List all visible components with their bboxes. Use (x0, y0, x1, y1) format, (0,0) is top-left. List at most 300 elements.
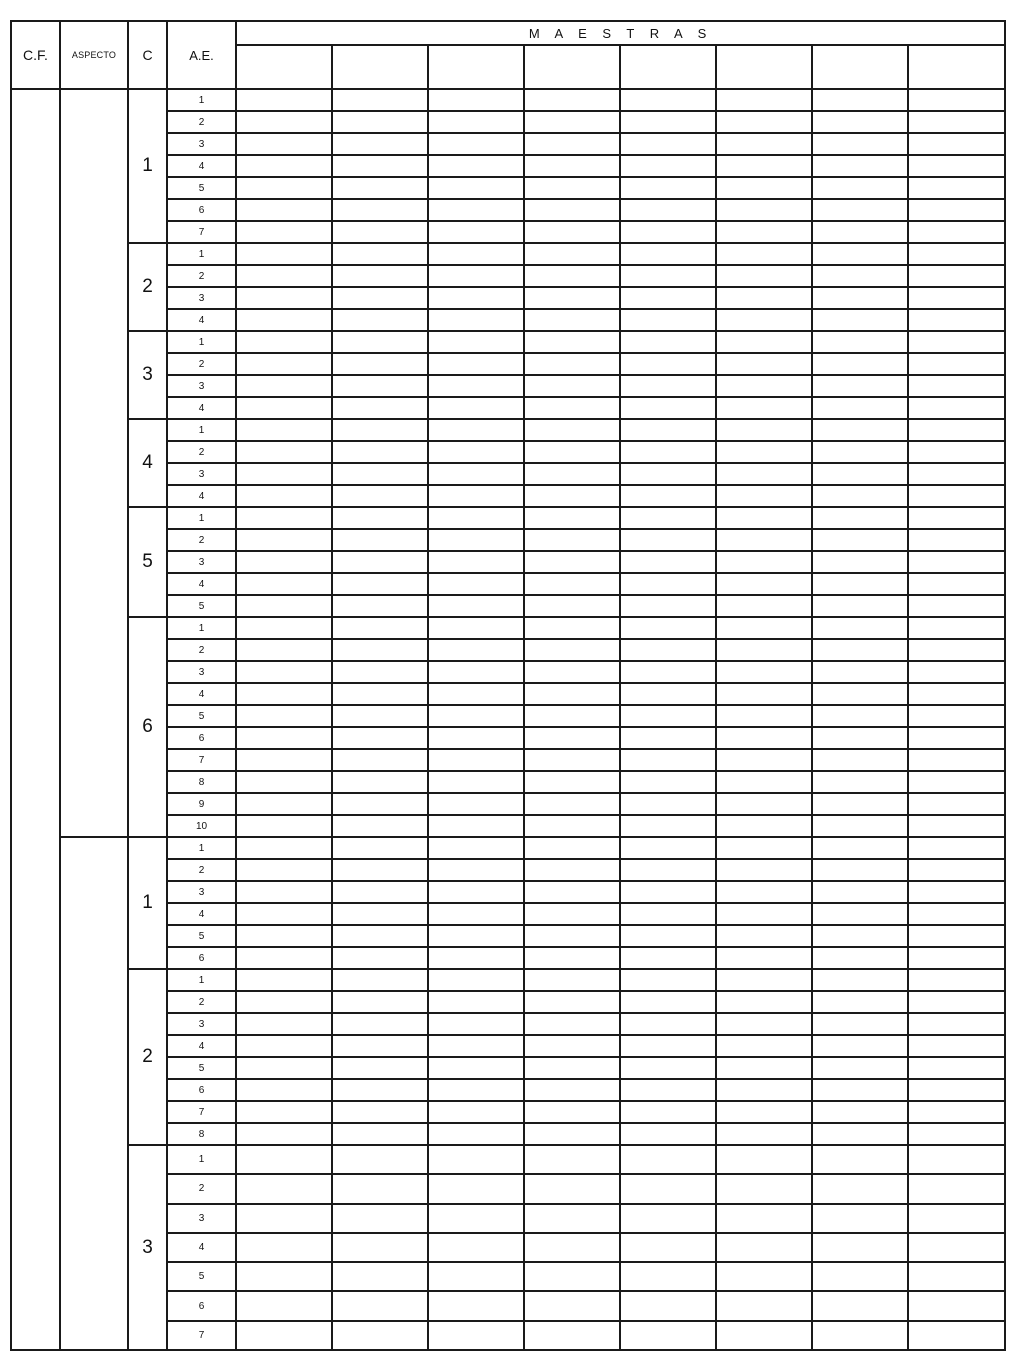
evaluation-cell[interactable] (236, 1145, 332, 1174)
evaluation-cell[interactable] (236, 221, 332, 243)
evaluation-cell[interactable] (236, 1079, 332, 1101)
evaluation-cell[interactable] (908, 89, 1005, 111)
evaluation-cell[interactable] (236, 1101, 332, 1123)
evaluation-cell[interactable] (428, 969, 524, 991)
evaluation-cell[interactable] (812, 89, 908, 111)
evaluation-cell[interactable] (812, 639, 908, 661)
evaluation-cell[interactable] (716, 903, 812, 925)
evaluation-cell[interactable] (428, 837, 524, 859)
evaluation-cell[interactable] (908, 991, 1005, 1013)
evaluation-cell[interactable] (620, 1321, 716, 1350)
evaluation-cell[interactable] (524, 309, 620, 331)
evaluation-cell[interactable] (908, 507, 1005, 529)
evaluation-cell[interactable] (812, 529, 908, 551)
evaluation-cell[interactable] (428, 551, 524, 573)
evaluation-cell[interactable] (620, 419, 716, 441)
evaluation-cell[interactable] (716, 441, 812, 463)
evaluation-cell[interactable] (236, 969, 332, 991)
evaluation-cell[interactable] (812, 1174, 908, 1203)
evaluation-cell[interactable] (524, 177, 620, 199)
evaluation-cell[interactable] (620, 639, 716, 661)
evaluation-cell[interactable] (716, 265, 812, 287)
evaluation-cell[interactable] (908, 815, 1005, 837)
evaluation-cell[interactable] (812, 1145, 908, 1174)
evaluation-cell[interactable] (236, 1262, 332, 1291)
evaluation-cell[interactable] (908, 111, 1005, 133)
evaluation-cell[interactable] (812, 243, 908, 265)
evaluation-cell[interactable] (428, 661, 524, 683)
evaluation-cell[interactable] (428, 793, 524, 815)
evaluation-cell[interactable] (524, 903, 620, 925)
evaluation-cell[interactable] (428, 749, 524, 771)
evaluation-cell[interactable] (908, 1079, 1005, 1101)
evaluation-cell[interactable] (812, 617, 908, 639)
evaluation-cell[interactable] (428, 947, 524, 969)
evaluation-cell[interactable] (428, 1035, 524, 1057)
evaluation-cell[interactable] (716, 683, 812, 705)
evaluation-cell[interactable] (236, 265, 332, 287)
evaluation-cell[interactable] (428, 815, 524, 837)
evaluation-cell[interactable] (620, 815, 716, 837)
evaluation-cell[interactable] (716, 727, 812, 749)
evaluation-cell[interactable] (332, 111, 428, 133)
evaluation-cell[interactable] (332, 1262, 428, 1291)
evaluation-cell[interactable] (812, 287, 908, 309)
evaluation-cell[interactable] (620, 507, 716, 529)
evaluation-cell[interactable] (620, 221, 716, 243)
evaluation-cell[interactable] (332, 1101, 428, 1123)
evaluation-cell[interactable] (428, 1233, 524, 1262)
evaluation-cell[interactable] (236, 507, 332, 529)
evaluation-cell[interactable] (620, 1291, 716, 1320)
evaluation-cell[interactable] (716, 815, 812, 837)
evaluation-cell[interactable] (524, 683, 620, 705)
evaluation-cell[interactable] (236, 463, 332, 485)
evaluation-cell[interactable] (812, 749, 908, 771)
evaluation-cell[interactable] (716, 881, 812, 903)
evaluation-cell[interactable] (716, 1233, 812, 1262)
evaluation-cell[interactable] (812, 991, 908, 1013)
evaluation-cell[interactable] (332, 661, 428, 683)
evaluation-cell[interactable] (524, 441, 620, 463)
evaluation-cell[interactable] (812, 375, 908, 397)
evaluation-cell[interactable] (908, 749, 1005, 771)
evaluation-cell[interactable] (428, 89, 524, 111)
evaluation-cell[interactable] (524, 617, 620, 639)
evaluation-cell[interactable] (620, 551, 716, 573)
evaluation-cell[interactable] (332, 265, 428, 287)
evaluation-cell[interactable] (620, 1079, 716, 1101)
evaluation-cell[interactable] (524, 969, 620, 991)
evaluation-cell[interactable] (236, 947, 332, 969)
evaluation-cell[interactable] (524, 397, 620, 419)
evaluation-cell[interactable] (428, 903, 524, 925)
evaluation-cell[interactable] (908, 947, 1005, 969)
evaluation-cell[interactable] (908, 661, 1005, 683)
evaluation-cell[interactable] (620, 991, 716, 1013)
evaluation-cell[interactable] (812, 199, 908, 221)
evaluation-cell[interactable] (236, 375, 332, 397)
teacher-name-cell[interactable] (620, 45, 716, 89)
evaluation-cell[interactable] (620, 573, 716, 595)
evaluation-cell[interactable] (716, 199, 812, 221)
evaluation-cell[interactable] (524, 881, 620, 903)
evaluation-cell[interactable] (428, 155, 524, 177)
evaluation-cell[interactable] (428, 1291, 524, 1320)
evaluation-cell[interactable] (620, 287, 716, 309)
evaluation-cell[interactable] (716, 463, 812, 485)
evaluation-cell[interactable] (812, 595, 908, 617)
evaluation-cell[interactable] (620, 749, 716, 771)
evaluation-cell[interactable] (236, 1233, 332, 1262)
evaluation-cell[interactable] (236, 1057, 332, 1079)
evaluation-cell[interactable] (716, 1101, 812, 1123)
evaluation-cell[interactable] (812, 727, 908, 749)
evaluation-cell[interactable] (908, 309, 1005, 331)
evaluation-cell[interactable] (812, 419, 908, 441)
evaluation-cell[interactable] (620, 155, 716, 177)
evaluation-cell[interactable] (236, 485, 332, 507)
evaluation-cell[interactable] (236, 771, 332, 793)
evaluation-cell[interactable] (428, 727, 524, 749)
evaluation-cell[interactable] (908, 375, 1005, 397)
evaluation-cell[interactable] (812, 573, 908, 595)
evaluation-cell[interactable] (908, 925, 1005, 947)
evaluation-cell[interactable] (620, 1262, 716, 1291)
evaluation-cell[interactable] (428, 375, 524, 397)
evaluation-cell[interactable] (332, 595, 428, 617)
evaluation-cell[interactable] (620, 771, 716, 793)
evaluation-cell[interactable] (428, 353, 524, 375)
evaluation-cell[interactable] (332, 705, 428, 727)
evaluation-cell[interactable] (716, 573, 812, 595)
evaluation-cell[interactable] (908, 485, 1005, 507)
evaluation-cell[interactable] (908, 1321, 1005, 1350)
evaluation-cell[interactable] (332, 1291, 428, 1320)
evaluation-cell[interactable] (332, 639, 428, 661)
evaluation-cell[interactable] (524, 1204, 620, 1233)
evaluation-cell[interactable] (524, 859, 620, 881)
evaluation-cell[interactable] (812, 441, 908, 463)
evaluation-cell[interactable] (812, 661, 908, 683)
evaluation-cell[interactable] (908, 529, 1005, 551)
evaluation-cell[interactable] (428, 441, 524, 463)
evaluation-cell[interactable] (524, 727, 620, 749)
evaluation-cell[interactable] (524, 771, 620, 793)
evaluation-cell[interactable] (908, 551, 1005, 573)
evaluation-cell[interactable] (524, 639, 620, 661)
evaluation-cell[interactable] (620, 859, 716, 881)
evaluation-cell[interactable] (332, 969, 428, 991)
evaluation-cell[interactable] (812, 683, 908, 705)
evaluation-cell[interactable] (716, 243, 812, 265)
evaluation-cell[interactable] (236, 925, 332, 947)
teacher-name-cell[interactable] (716, 45, 812, 89)
evaluation-cell[interactable] (332, 551, 428, 573)
evaluation-cell[interactable] (236, 1204, 332, 1233)
evaluation-cell[interactable] (236, 1174, 332, 1203)
evaluation-cell[interactable] (908, 419, 1005, 441)
evaluation-cell[interactable] (716, 771, 812, 793)
evaluation-cell[interactable] (812, 309, 908, 331)
evaluation-cell[interactable] (524, 1233, 620, 1262)
evaluation-cell[interactable] (908, 155, 1005, 177)
evaluation-cell[interactable] (716, 837, 812, 859)
evaluation-cell[interactable] (812, 947, 908, 969)
evaluation-cell[interactable] (812, 1291, 908, 1320)
evaluation-cell[interactable] (236, 397, 332, 419)
evaluation-cell[interactable] (524, 1174, 620, 1203)
evaluation-cell[interactable] (236, 155, 332, 177)
evaluation-cell[interactable] (332, 463, 428, 485)
evaluation-cell[interactable] (716, 749, 812, 771)
evaluation-cell[interactable] (908, 397, 1005, 419)
evaluation-cell[interactable] (236, 419, 332, 441)
evaluation-cell[interactable] (812, 463, 908, 485)
evaluation-cell[interactable] (716, 1145, 812, 1174)
evaluation-cell[interactable] (332, 221, 428, 243)
evaluation-cell[interactable] (812, 1262, 908, 1291)
evaluation-cell[interactable] (524, 1035, 620, 1057)
evaluation-cell[interactable] (908, 1291, 1005, 1320)
evaluation-cell[interactable] (716, 1291, 812, 1320)
evaluation-cell[interactable] (620, 1145, 716, 1174)
evaluation-cell[interactable] (716, 1321, 812, 1350)
evaluation-cell[interactable] (812, 331, 908, 353)
evaluation-cell[interactable] (428, 991, 524, 1013)
evaluation-cell[interactable] (620, 595, 716, 617)
evaluation-cell[interactable] (428, 243, 524, 265)
evaluation-cell[interactable] (524, 815, 620, 837)
evaluation-cell[interactable] (716, 529, 812, 551)
evaluation-cell[interactable] (524, 1057, 620, 1079)
evaluation-cell[interactable] (332, 353, 428, 375)
evaluation-cell[interactable] (812, 485, 908, 507)
evaluation-cell[interactable] (524, 793, 620, 815)
evaluation-cell[interactable] (812, 265, 908, 287)
evaluation-cell[interactable] (908, 1123, 1005, 1145)
evaluation-cell[interactable] (332, 837, 428, 859)
evaluation-cell[interactable] (908, 573, 1005, 595)
evaluation-cell[interactable] (332, 1035, 428, 1057)
evaluation-cell[interactable] (908, 595, 1005, 617)
teacher-name-cell[interactable] (908, 45, 1005, 89)
evaluation-cell[interactable] (524, 485, 620, 507)
evaluation-cell[interactable] (812, 1321, 908, 1350)
evaluation-cell[interactable] (812, 815, 908, 837)
evaluation-cell[interactable] (908, 1057, 1005, 1079)
evaluation-cell[interactable] (332, 177, 428, 199)
evaluation-cell[interactable] (236, 837, 332, 859)
evaluation-cell[interactable] (332, 815, 428, 837)
evaluation-cell[interactable] (908, 793, 1005, 815)
evaluation-cell[interactable] (236, 199, 332, 221)
evaluation-cell[interactable] (620, 617, 716, 639)
evaluation-cell[interactable] (716, 331, 812, 353)
evaluation-cell[interactable] (236, 89, 332, 111)
evaluation-cell[interactable] (524, 133, 620, 155)
evaluation-cell[interactable] (236, 529, 332, 551)
evaluation-cell[interactable] (716, 221, 812, 243)
evaluation-cell[interactable] (524, 111, 620, 133)
evaluation-cell[interactable] (716, 705, 812, 727)
evaluation-cell[interactable] (812, 551, 908, 573)
evaluation-cell[interactable] (428, 617, 524, 639)
evaluation-cell[interactable] (332, 133, 428, 155)
evaluation-cell[interactable] (812, 1233, 908, 1262)
evaluation-cell[interactable] (236, 881, 332, 903)
evaluation-cell[interactable] (332, 155, 428, 177)
evaluation-cell[interactable] (716, 1035, 812, 1057)
evaluation-cell[interactable] (716, 617, 812, 639)
evaluation-cell[interactable] (620, 1174, 716, 1203)
evaluation-cell[interactable] (620, 111, 716, 133)
evaluation-cell[interactable] (620, 243, 716, 265)
evaluation-cell[interactable] (428, 1321, 524, 1350)
evaluation-cell[interactable] (620, 1035, 716, 1057)
evaluation-cell[interactable] (236, 705, 332, 727)
evaluation-cell[interactable] (332, 375, 428, 397)
evaluation-cell[interactable] (428, 1262, 524, 1291)
evaluation-cell[interactable] (812, 177, 908, 199)
evaluation-cell[interactable] (332, 903, 428, 925)
evaluation-cell[interactable] (908, 243, 1005, 265)
evaluation-cell[interactable] (524, 221, 620, 243)
evaluation-cell[interactable] (236, 793, 332, 815)
evaluation-cell[interactable] (428, 177, 524, 199)
evaluation-cell[interactable] (332, 507, 428, 529)
teacher-name-cell[interactable] (236, 45, 332, 89)
evaluation-cell[interactable] (524, 1321, 620, 1350)
teacher-name-cell[interactable] (428, 45, 524, 89)
evaluation-cell[interactable] (812, 397, 908, 419)
evaluation-cell[interactable] (908, 859, 1005, 881)
evaluation-cell[interactable] (908, 221, 1005, 243)
evaluation-cell[interactable] (236, 177, 332, 199)
evaluation-cell[interactable] (620, 837, 716, 859)
evaluation-cell[interactable] (524, 1013, 620, 1035)
evaluation-cell[interactable] (716, 661, 812, 683)
evaluation-cell[interactable] (812, 221, 908, 243)
evaluation-cell[interactable] (908, 265, 1005, 287)
evaluation-cell[interactable] (428, 1145, 524, 1174)
evaluation-cell[interactable] (812, 1123, 908, 1145)
evaluation-cell[interactable] (716, 1174, 812, 1203)
evaluation-cell[interactable] (524, 573, 620, 595)
evaluation-cell[interactable] (620, 463, 716, 485)
evaluation-cell[interactable] (236, 661, 332, 683)
evaluation-cell[interactable] (716, 1013, 812, 1035)
evaluation-cell[interactable] (524, 463, 620, 485)
evaluation-cell[interactable] (332, 749, 428, 771)
evaluation-cell[interactable] (332, 1013, 428, 1035)
evaluation-cell[interactable] (812, 1204, 908, 1233)
evaluation-cell[interactable] (524, 551, 620, 573)
evaluation-cell[interactable] (716, 507, 812, 529)
evaluation-cell[interactable] (236, 859, 332, 881)
evaluation-cell[interactable] (524, 353, 620, 375)
evaluation-cell[interactable] (428, 463, 524, 485)
evaluation-cell[interactable] (716, 595, 812, 617)
evaluation-cell[interactable] (620, 177, 716, 199)
evaluation-cell[interactable] (332, 793, 428, 815)
evaluation-cell[interactable] (332, 573, 428, 595)
evaluation-cell[interactable] (620, 309, 716, 331)
evaluation-cell[interactable] (620, 793, 716, 815)
evaluation-cell[interactable] (908, 287, 1005, 309)
evaluation-cell[interactable] (716, 309, 812, 331)
evaluation-cell[interactable] (236, 1321, 332, 1350)
evaluation-cell[interactable] (236, 243, 332, 265)
evaluation-cell[interactable] (428, 771, 524, 793)
evaluation-cell[interactable] (908, 1174, 1005, 1203)
evaluation-cell[interactable] (716, 969, 812, 991)
evaluation-cell[interactable] (620, 199, 716, 221)
evaluation-cell[interactable] (716, 925, 812, 947)
evaluation-cell[interactable] (332, 89, 428, 111)
evaluation-cell[interactable] (236, 639, 332, 661)
evaluation-cell[interactable] (620, 727, 716, 749)
evaluation-cell[interactable] (332, 1123, 428, 1145)
evaluation-cell[interactable] (428, 287, 524, 309)
evaluation-cell[interactable] (428, 111, 524, 133)
evaluation-cell[interactable] (332, 287, 428, 309)
evaluation-cell[interactable] (332, 1145, 428, 1174)
evaluation-cell[interactable] (620, 441, 716, 463)
evaluation-cell[interactable] (716, 485, 812, 507)
evaluation-cell[interactable] (812, 507, 908, 529)
evaluation-cell[interactable] (812, 1101, 908, 1123)
evaluation-cell[interactable] (716, 133, 812, 155)
evaluation-cell[interactable] (332, 441, 428, 463)
evaluation-cell[interactable] (428, 265, 524, 287)
evaluation-cell[interactable] (428, 1204, 524, 1233)
evaluation-cell[interactable] (620, 353, 716, 375)
evaluation-cell[interactable] (524, 331, 620, 353)
evaluation-cell[interactable] (716, 551, 812, 573)
evaluation-cell[interactable] (428, 133, 524, 155)
evaluation-cell[interactable] (812, 1013, 908, 1035)
evaluation-cell[interactable] (236, 551, 332, 573)
evaluation-cell[interactable] (716, 1079, 812, 1101)
evaluation-cell[interactable] (332, 243, 428, 265)
evaluation-cell[interactable] (908, 771, 1005, 793)
evaluation-cell[interactable] (716, 991, 812, 1013)
evaluation-cell[interactable] (620, 683, 716, 705)
evaluation-cell[interactable] (236, 991, 332, 1013)
evaluation-cell[interactable] (812, 353, 908, 375)
evaluation-cell[interactable] (524, 705, 620, 727)
evaluation-cell[interactable] (428, 1174, 524, 1203)
evaluation-cell[interactable] (812, 1079, 908, 1101)
evaluation-cell[interactable] (332, 485, 428, 507)
evaluation-cell[interactable] (716, 639, 812, 661)
evaluation-cell[interactable] (332, 529, 428, 551)
evaluation-cell[interactable] (428, 859, 524, 881)
evaluation-cell[interactable] (236, 1013, 332, 1035)
evaluation-cell[interactable] (620, 1204, 716, 1233)
evaluation-cell[interactable] (236, 749, 332, 771)
evaluation-cell[interactable] (428, 595, 524, 617)
evaluation-cell[interactable] (908, 1262, 1005, 1291)
evaluation-cell[interactable] (428, 331, 524, 353)
evaluation-cell[interactable] (524, 155, 620, 177)
evaluation-cell[interactable] (524, 837, 620, 859)
evaluation-cell[interactable] (236, 133, 332, 155)
evaluation-cell[interactable] (620, 1101, 716, 1123)
evaluation-cell[interactable] (428, 1079, 524, 1101)
evaluation-cell[interactable] (812, 859, 908, 881)
